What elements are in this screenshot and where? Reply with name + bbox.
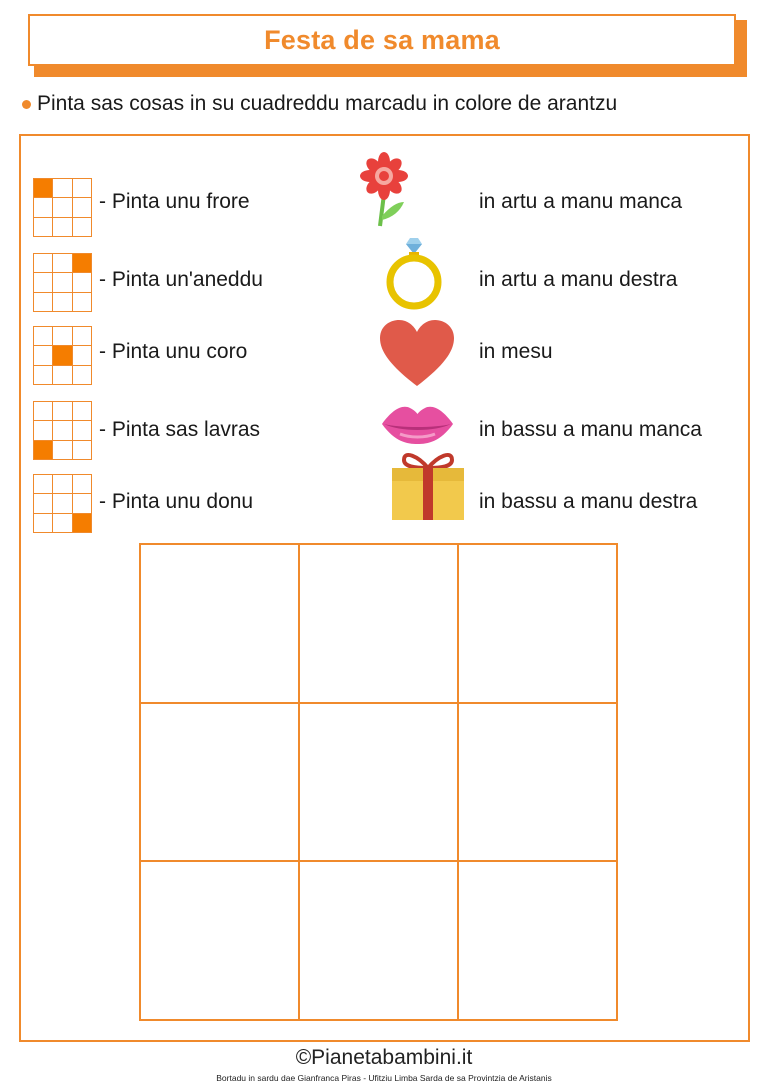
mini-grid-cell xyxy=(34,327,53,346)
mini-grid-cell xyxy=(53,218,72,237)
mini-grid-cell xyxy=(73,366,92,385)
row-flower xyxy=(0,175,768,237)
mini-grid-cell xyxy=(53,514,72,533)
mini-grid-cell-marked xyxy=(34,441,53,460)
row-label: - Pinta unu coro xyxy=(99,340,248,363)
mini-grid-cell xyxy=(34,421,53,440)
mini-grid-cell-marked xyxy=(34,179,53,198)
row-label: - Pinta sas lavras xyxy=(99,418,261,441)
mini-grid-cell xyxy=(34,475,53,494)
mini-grid-cell xyxy=(34,198,53,217)
mini-grid-cell xyxy=(73,273,92,292)
mini-grid-cell xyxy=(53,494,72,513)
mini-grid-cell-marked xyxy=(73,254,92,273)
mini-grid-cell xyxy=(53,273,72,292)
grid-cell[interactable] xyxy=(459,704,618,863)
mini-grid-cell xyxy=(73,421,92,440)
mini-grid-cell xyxy=(53,179,72,198)
row-heart xyxy=(0,326,768,388)
row-label: - Pinta unu donu xyxy=(99,490,254,513)
mini-grid-cell-marked xyxy=(53,346,72,365)
row-gift xyxy=(0,474,768,536)
mini-grid-cell xyxy=(34,514,53,533)
grid-cell[interactable] xyxy=(300,545,459,704)
mini-grid-cell xyxy=(73,494,92,513)
mini-grid-cell xyxy=(34,293,53,312)
mini-grid-cell xyxy=(73,327,92,346)
row-label: - Pinta un'aneddu xyxy=(99,268,263,291)
mini-grid-cell xyxy=(53,254,72,273)
instruction-text: Pinta sas cosas in su cuadreddu marcadu in colore de arantzu xyxy=(37,92,618,115)
mini-grid-cell xyxy=(73,441,92,460)
mini-grid-cell xyxy=(53,402,72,421)
mini-grid-cell xyxy=(73,198,92,217)
mini-grid-cell xyxy=(53,475,72,494)
mini-grid-cell xyxy=(34,346,53,365)
mini-grid-cell xyxy=(34,402,53,421)
mini-grid xyxy=(33,401,92,460)
mini-grid-cell-marked xyxy=(73,514,92,533)
mini-grid-cell xyxy=(53,441,72,460)
mini-grid-cell xyxy=(73,475,92,494)
mini-grid xyxy=(33,326,92,385)
grid-cell[interactable] xyxy=(459,545,618,704)
mini-grid-cell xyxy=(73,179,92,198)
mini-grid-cell xyxy=(53,293,72,312)
gift-icon xyxy=(390,446,466,522)
grid-cell[interactable] xyxy=(141,545,300,704)
row-position: in artu a manu destra xyxy=(479,268,678,291)
ring-icon xyxy=(378,230,448,312)
mini-grid xyxy=(33,474,92,533)
mini-grid-cell xyxy=(73,402,92,421)
mini-grid-cell xyxy=(34,273,53,292)
grid-cell[interactable] xyxy=(300,862,459,1021)
mini-grid-cell xyxy=(53,421,72,440)
mini-grid-cell xyxy=(34,494,53,513)
mini-grid-cell xyxy=(53,327,72,346)
row-label: - Pinta unu frore xyxy=(99,190,250,213)
grid-cell[interactable] xyxy=(300,704,459,863)
mini-grid-cell xyxy=(53,198,72,217)
footer-credit: Bortadu in sardu dae Gianfranca Piras - Ufitziu Limba Sarda de sa Provintzia de Aristanis xyxy=(216,1073,552,1083)
title-banner xyxy=(28,14,736,66)
footer-logo: ©Pianetabambini.it xyxy=(295,1046,473,1069)
grid-cell[interactable] xyxy=(141,704,300,863)
page-title: Festa de sa mama xyxy=(264,24,500,55)
grid-cell[interactable] xyxy=(141,862,300,1021)
mini-grid-cell xyxy=(34,218,53,237)
flower-icon xyxy=(346,150,426,232)
mini-grid xyxy=(33,178,92,237)
row-lips xyxy=(0,400,768,462)
lips-icon xyxy=(380,402,455,446)
bullet-icon xyxy=(22,100,31,109)
heart-icon xyxy=(378,318,456,390)
row-position: in artu a manu manca xyxy=(479,190,683,213)
coloring-grid[interactable] xyxy=(139,543,618,1021)
row-ring xyxy=(0,252,768,314)
mini-grid-cell xyxy=(73,346,92,365)
row-position: in bassu a manu destra xyxy=(479,490,698,513)
mini-grid-cell xyxy=(34,366,53,385)
grid-cell[interactable] xyxy=(459,862,618,1021)
mini-grid xyxy=(33,253,92,312)
mini-grid-cell xyxy=(34,254,53,273)
row-position: in mesu xyxy=(479,340,553,363)
instruction xyxy=(22,92,617,116)
row-position: in bassu a manu manca xyxy=(479,418,702,441)
mini-grid-cell xyxy=(73,218,92,237)
mini-grid-cell xyxy=(73,293,92,312)
mini-grid-cell xyxy=(53,366,72,385)
